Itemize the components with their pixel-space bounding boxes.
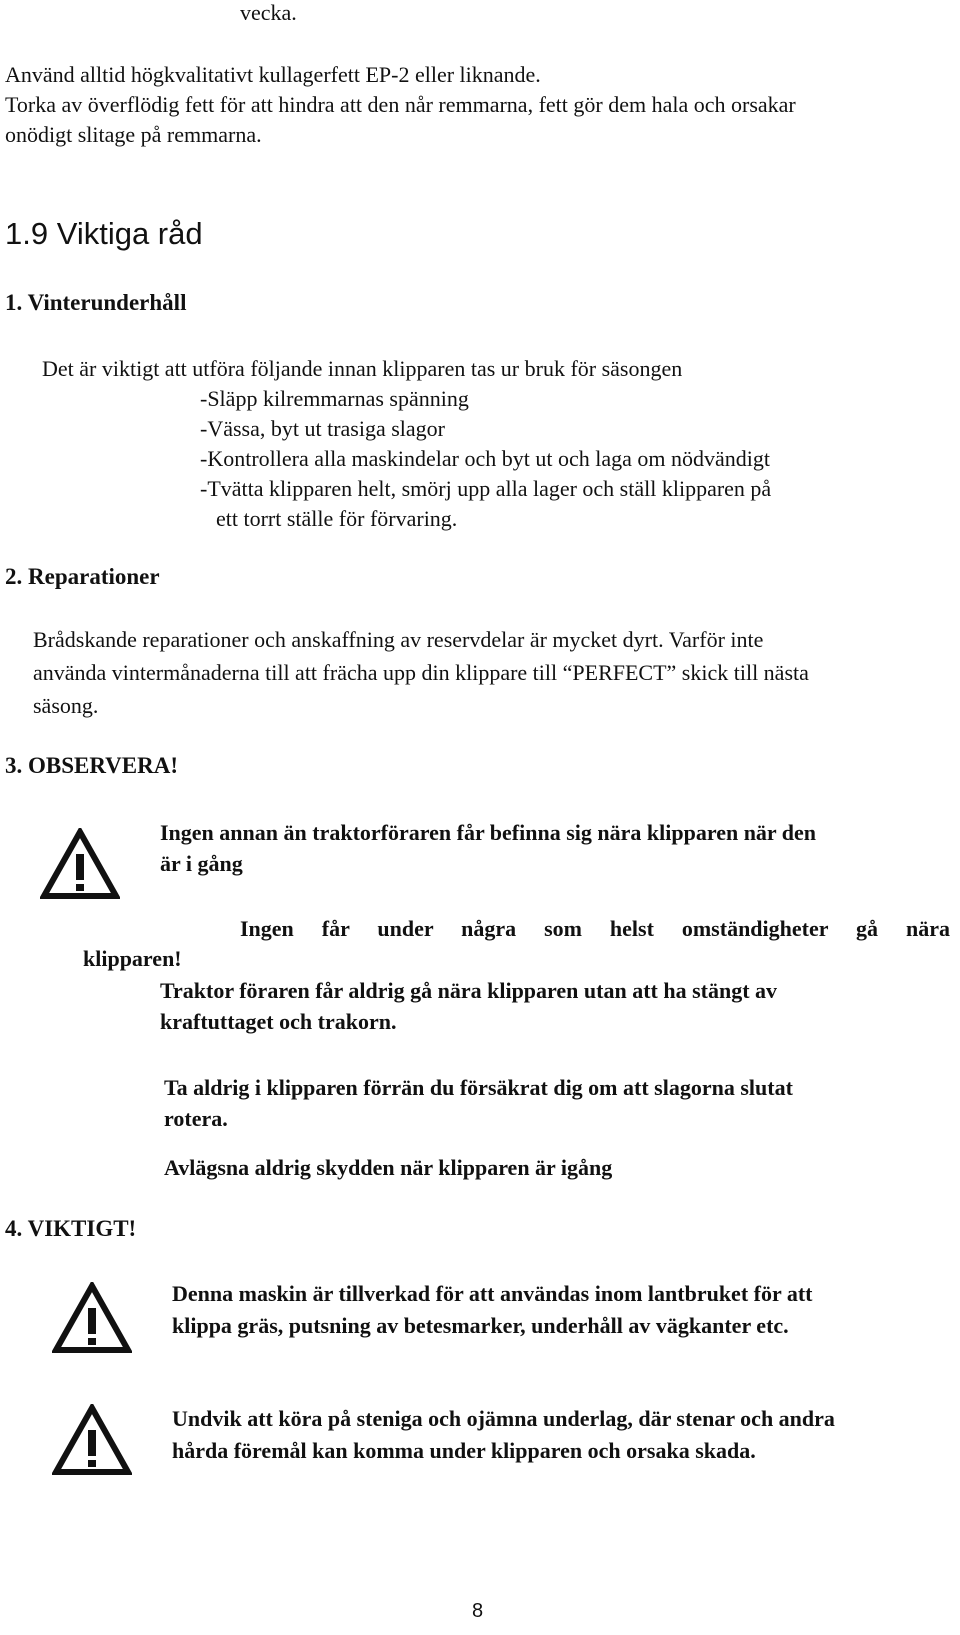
warning-text-1: Ingen annan än traktorföraren får befinna sig nära klipparen när den xyxy=(160,820,817,845)
winter-intro: Det är viktigt att utföra följande innan klipparen tas ur bruk för säsongen xyxy=(42,356,683,381)
important-note-2: Undvik att köra på steniga och ojämna underlag, där stenar och andra xyxy=(172,1406,835,1431)
repairs-line: Brådskande reparationer och anskaffning av reservdelar är mycket dyrt. Varför inte xyxy=(33,627,764,652)
continuation-text: vecka. xyxy=(240,0,297,25)
winter-item: -Kontrollera alla maskindelar och byt ut och laga om nödvändigt xyxy=(200,446,771,471)
subsection-heading-observe: 3. OBSERVERA! xyxy=(5,753,178,778)
warning-text-2: Ingen får under några som helst omständigheter gå nära xyxy=(240,916,950,941)
subsection-heading-repairs: 2. Reparationer xyxy=(5,564,160,589)
repairs-line: säsong. xyxy=(33,693,99,718)
warning-text-3: Traktor föraren får aldrig gå nära klipparen utan att ha stängt av xyxy=(160,978,778,1003)
warning-triangle-icon xyxy=(40,828,120,900)
page-number: 8 xyxy=(472,1600,484,1622)
winter-item: -Släpp kilremmarnas spänning xyxy=(200,386,469,411)
warning-text-3: kraftuttaget och trakorn. xyxy=(160,1009,397,1034)
important-note-2: hårda föremål kan komma under klipparen och orsaka skada. xyxy=(172,1438,756,1463)
subsection-heading-winter: 1. Vinterunderhåll xyxy=(5,290,187,315)
warning-text-4: rotera. xyxy=(164,1106,228,1131)
winter-item: -Tvätta klipparen helt, smörj upp alla lager och ställ klipparen på xyxy=(200,476,772,501)
body-line: onödigt slitage på remmarna. xyxy=(5,122,262,147)
warning-text-5: Avlägsna aldrig skydden när klipparen är igång xyxy=(164,1155,613,1180)
section-heading: 1.9 Viktiga råd xyxy=(5,216,203,251)
body-line: Använd alltid högkvalitativt kullagerfett EP-2 eller liknande. xyxy=(5,62,541,87)
important-note-1: Denna maskin är tillverkad för att användas inom lantbruket för att xyxy=(172,1281,813,1306)
important-note-1: klippa gräs, putsning av betesmarker, underhåll av vägkanter etc. xyxy=(172,1313,789,1338)
body-line: Torka av överflödig fett för att hindra att den når remmarna, fett gör dem hala och orsakar xyxy=(5,92,796,117)
warning-text-2: klipparen! xyxy=(83,946,182,971)
warning-text-4: Ta aldrig i klipparen förrän du försäkrat dig om att slagorna slutat xyxy=(164,1075,793,1100)
warning-triangle-icon xyxy=(52,1404,132,1476)
warning-text-1: är i gång xyxy=(160,851,243,876)
warning-triangle-icon xyxy=(52,1282,132,1354)
repairs-line: använda vintermånaderna till att frächa upp din klippare till “PERFECT” skick till nästa xyxy=(33,660,809,685)
subsection-heading-important: 4. VIKTIGT! xyxy=(5,1216,137,1241)
winter-item: -Vässa, byt ut trasiga slagor xyxy=(200,416,445,441)
winter-item: ett torrt ställe för förvaring. xyxy=(216,506,458,531)
